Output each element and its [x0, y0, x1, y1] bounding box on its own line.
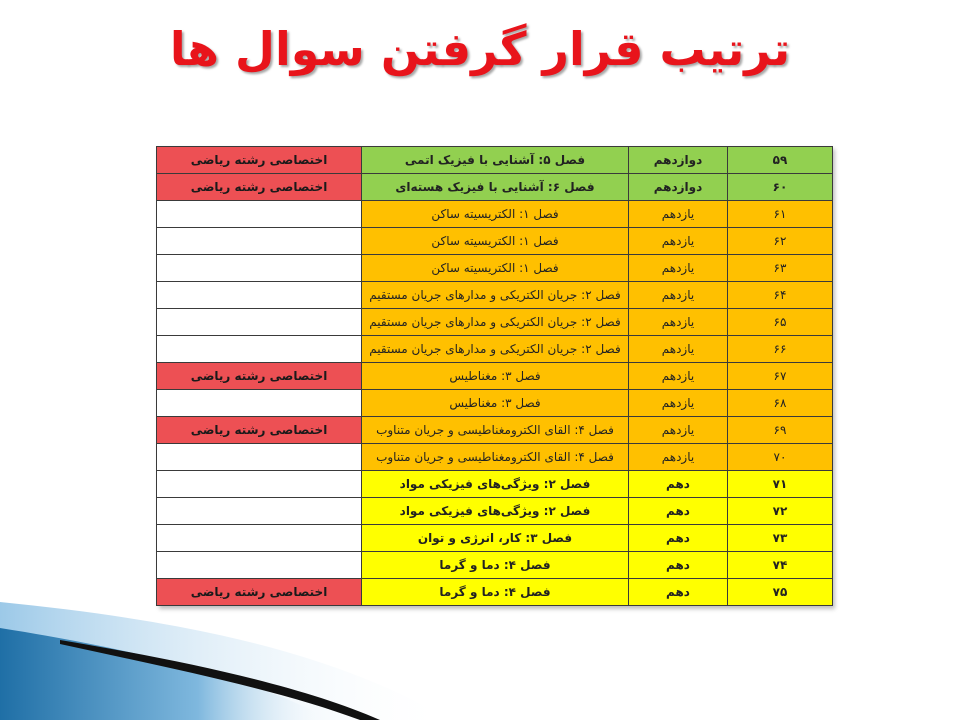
note-cell: [157, 498, 362, 525]
question-number-cell: ۶۷: [728, 363, 833, 390]
table-row: [157, 498, 833, 525]
question-number-cell: ۷۵: [728, 579, 833, 606]
note-cell: [157, 336, 362, 363]
question-number-cell: ۶۳: [728, 255, 833, 282]
grade-cell: دهم: [629, 552, 728, 579]
table-row: [157, 309, 833, 336]
chapter-cell: فصل ۴: القای الکترومغناطیسی و جریان متناوب: [362, 417, 629, 444]
chapter-cell: فصل ۵: آشنایی با فیزیک اتمی: [362, 147, 629, 174]
grade-cell: یازدهم: [629, 390, 728, 417]
note-cell: [157, 552, 362, 579]
page-title: ترتیب قرار گرفتن سوال ها: [169, 22, 791, 76]
grade-cell: یازدهم: [629, 282, 728, 309]
table-row: [157, 282, 833, 309]
table-row: [157, 255, 833, 282]
chapter-cell: فصل ۴: دما و گرما: [362, 552, 629, 579]
table-row: [157, 363, 833, 390]
questions-table-body: [157, 147, 833, 606]
grade-cell: دوازدهم: [629, 174, 728, 201]
question-number-cell: ۶۹: [728, 417, 833, 444]
grade-cell: یازدهم: [629, 255, 728, 282]
grade-cell: دهم: [629, 579, 728, 606]
note-cell: اختصاصی رشته ریاضی: [157, 579, 362, 606]
table-row: [157, 525, 833, 552]
question-number-cell: ۷۰: [728, 444, 833, 471]
chapter-cell: فصل ۲: جریان الکتریکی و مدارهای جریان مستقیم: [362, 309, 629, 336]
grade-cell: دوازدهم: [629, 147, 728, 174]
note-cell: اختصاصی رشته ریاضی: [157, 174, 362, 201]
chapter-cell: فصل ۲: ویژگی‌های فیزیکی مواد: [362, 498, 629, 525]
table-row: [157, 417, 833, 444]
questions-table: [156, 146, 832, 606]
note-cell: [157, 390, 362, 417]
question-number-cell: ۷۴: [728, 552, 833, 579]
question-number-cell: ۶۶: [728, 336, 833, 363]
chapter-cell: فصل ۱: الکتریسیته ساکن: [362, 201, 629, 228]
grade-cell: دهم: [629, 471, 728, 498]
note-cell: [157, 228, 362, 255]
note-cell: [157, 471, 362, 498]
table-row: [157, 579, 833, 606]
table-row: [157, 552, 833, 579]
grade-cell: یازدهم: [629, 444, 728, 471]
chapter-cell: فصل ۶: آشنایی با فیزیک هسته‌ای: [362, 174, 629, 201]
grade-cell: دهم: [629, 525, 728, 552]
question-number-cell: ۶۲: [728, 228, 833, 255]
chapter-cell: فصل ۱: الکتریسیته ساکن: [362, 228, 629, 255]
chapter-cell: فصل ۱: الکتریسیته ساکن: [362, 255, 629, 282]
question-number-cell: ۵۹: [728, 147, 833, 174]
table-row: [157, 444, 833, 471]
table-row: [157, 228, 833, 255]
chapter-cell: فصل ۴: القای الکترومغناطیسی و جریان متناوب: [362, 444, 629, 471]
question-number-cell: ۶۸: [728, 390, 833, 417]
note-cell: [157, 309, 362, 336]
question-number-cell: ۶۱: [728, 201, 833, 228]
chapter-cell: فصل ۲: ویژگی‌های فیزیکی مواد: [362, 471, 629, 498]
question-number-cell: ۷۱: [728, 471, 833, 498]
question-number-cell: ۶۰: [728, 174, 833, 201]
grade-cell: یازدهم: [629, 201, 728, 228]
grade-cell: یازدهم: [629, 363, 728, 390]
chapter-cell: فصل ۳: مغناطیس: [362, 363, 629, 390]
grade-cell: یازدهم: [629, 228, 728, 255]
grade-cell: دهم: [629, 498, 728, 525]
table-row: [157, 174, 833, 201]
question-number-cell: ۷۳: [728, 525, 833, 552]
table-row: [157, 201, 833, 228]
question-number-cell: ۶۴: [728, 282, 833, 309]
note-cell: [157, 255, 362, 282]
question-number-cell: ۶۵: [728, 309, 833, 336]
note-cell: [157, 282, 362, 309]
table-row: [157, 336, 833, 363]
chapter-cell: فصل ۳: مغناطیس: [362, 390, 629, 417]
note-cell: اختصاصی رشته ریاضی: [157, 147, 362, 174]
grade-cell: یازدهم: [629, 417, 728, 444]
note-cell: [157, 201, 362, 228]
chapter-cell: فصل ۳: کار، انرژی و توان: [362, 525, 629, 552]
table-row: [157, 147, 833, 174]
chapter-cell: فصل ۴: دما و گرما: [362, 579, 629, 606]
chapter-cell: فصل ۲: جریان الکتریکی و مدارهای جریان مستقیم: [362, 282, 629, 309]
chapter-cell: فصل ۲: جریان الکتریکی و مدارهای جریان مستقیم: [362, 336, 629, 363]
table-row: [157, 390, 833, 417]
table-row: [157, 471, 833, 498]
grade-cell: یازدهم: [629, 336, 728, 363]
grade-cell: یازدهم: [629, 309, 728, 336]
note-cell: اختصاصی رشته ریاضی: [157, 417, 362, 444]
note-cell: اختصاصی رشته ریاضی: [157, 363, 362, 390]
note-cell: [157, 525, 362, 552]
note-cell: [157, 444, 362, 471]
question-number-cell: ۷۲: [728, 498, 833, 525]
